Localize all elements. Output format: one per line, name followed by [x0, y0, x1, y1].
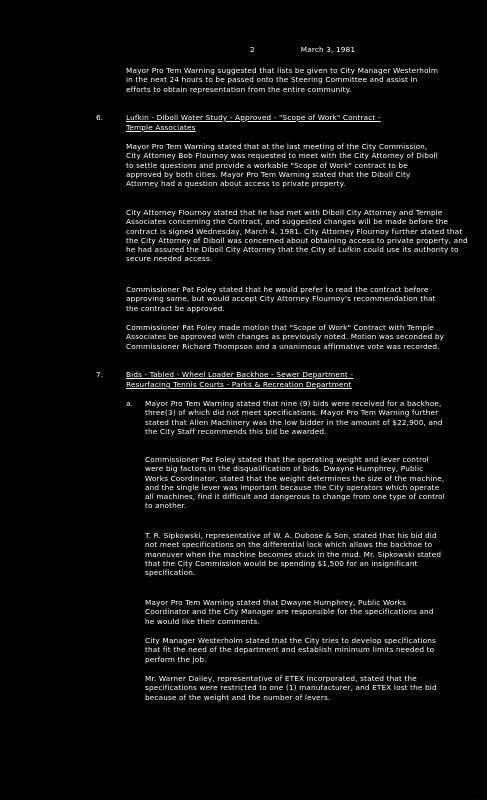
item-7-paragraph-4: Mayor Pro Tem Warning stated that Dwayne Humphrey, Public Works Coordinator and the City Manager are responsible for the specifications and he would like their comments. — [145, 598, 434, 626]
item-7a-label: a. — [126, 399, 134, 408]
item-6-paragraph-3: Commissioner Pat Foley stated that he would prefer to read the contract before approving same, but would accept City Attorney Flournoy's recommendation that the contract be approved. — [126, 285, 436, 313]
meeting-date: March 3, 1981 — [300, 45, 356, 54]
footer-mark: ···· — [474, 790, 479, 795]
item-7-paragraph-1: Mayor Pro Tem Warning stated that nine (9) bids were received for a backhoe, three(3) of which did not meet specifications. Mayor Pro Tem Warning further stated that Allen Machinery was the low bidder in the amount of $22,900, and the City Staff recommends this bid be awarded. — [145, 399, 443, 436]
page-number: 2 — [250, 45, 255, 54]
item-6-title-line1: Lufkin - Diboll Water Study - Approved - "Scope of Work" Contract - — [126, 113, 381, 122]
item-6-paragraph-2: City Attorney Flournoy stated that he had met with Diboll City Attorney and Temple Associates concerning the Contract, and suggested changes will be made before the contract is signed Wednesday, March 4, 1981. City Attorney Flournoy further stated that the City Attorney of Diboll was concerned about obtaining access to private property, and he had assured the Diboll City Attorney that the City of Lufkin could use its authority to secure needed access. — [126, 208, 468, 264]
item-7-paragraph-3: T. R. Sipkowski, representative of W. A. Dubose & Son, stated that his bid did not meet specifications on the differential lock which allows the backhoe to maneuver when the machine becomes stuck in the mud. Mr. Sipkowski stated that the City Commission would be spending $1,500 for an insignificant specification. — [145, 531, 442, 578]
item-7-number: 7. — [96, 370, 104, 379]
item-6-paragraph-1: Mayor Pro Tem Warning stated that at the last meeting of the City Commission, City Attorney Bob Flournoy was requested to meet with the City Attorney of Diboll to settle questions and provide a workable "Scope of Work" contract to be approved by both cities. Mayor Pro Tem Warning stated that the Diboll City Attorney had a question about access to private property. — [126, 142, 438, 189]
item-6-title-line2: Temple Associates — [126, 123, 196, 132]
item-6-number: 6. — [96, 113, 104, 122]
item-7-paragraph-5: City Manager Westerholm stated that the City tries to develop specifications that fit the need of the department and establish minimum limits needed to perform the job. — [145, 636, 436, 664]
item-7-title-line1: Bids - Tabled - Wheel Loader Backhoe - Sewer Department - — [126, 370, 354, 379]
item-6-paragraph-4: Commissioner Pat Foley made motion that "Scope of Work" Contract with Temple Associates be approved with changes as previously noted. Motion was seconded by Commissioner Richard Thompson and a unanimous affirmative vote was recorded. — [126, 323, 445, 351]
item-7-paragraph-6: Mr. Warner Dailey, representative of ETEX Incorporated, stated that the specifications were restricted to one (1) manufacturer, and ETEX lost the bid because of the weight and the number of levers. — [145, 674, 437, 702]
intro-paragraph: Mayor Pro Tem Warning suggested that lists be given to City Manager Westerholm in the next 24 hours to be passed onto the Steering Committee and assist in efforts to obtain representation from the entire community. — [126, 66, 439, 94]
item-7-title-line2: Resurfacing Tennis Courts - Parks & Recreation Department — [126, 380, 352, 389]
page-header — [250, 45, 355, 54]
item-7-paragraph-2: Commissioner Pat Foley stated that the operating weight and lever control were big factors in the disqualification of bids. Dwayne Humphrey, Public Works Coordinator, stated that the weight determines the size of the machine, and the single lever was important because the City operators which operate all machines, find it difficult and dangerous to change from one type of control to another. — [145, 455, 445, 511]
